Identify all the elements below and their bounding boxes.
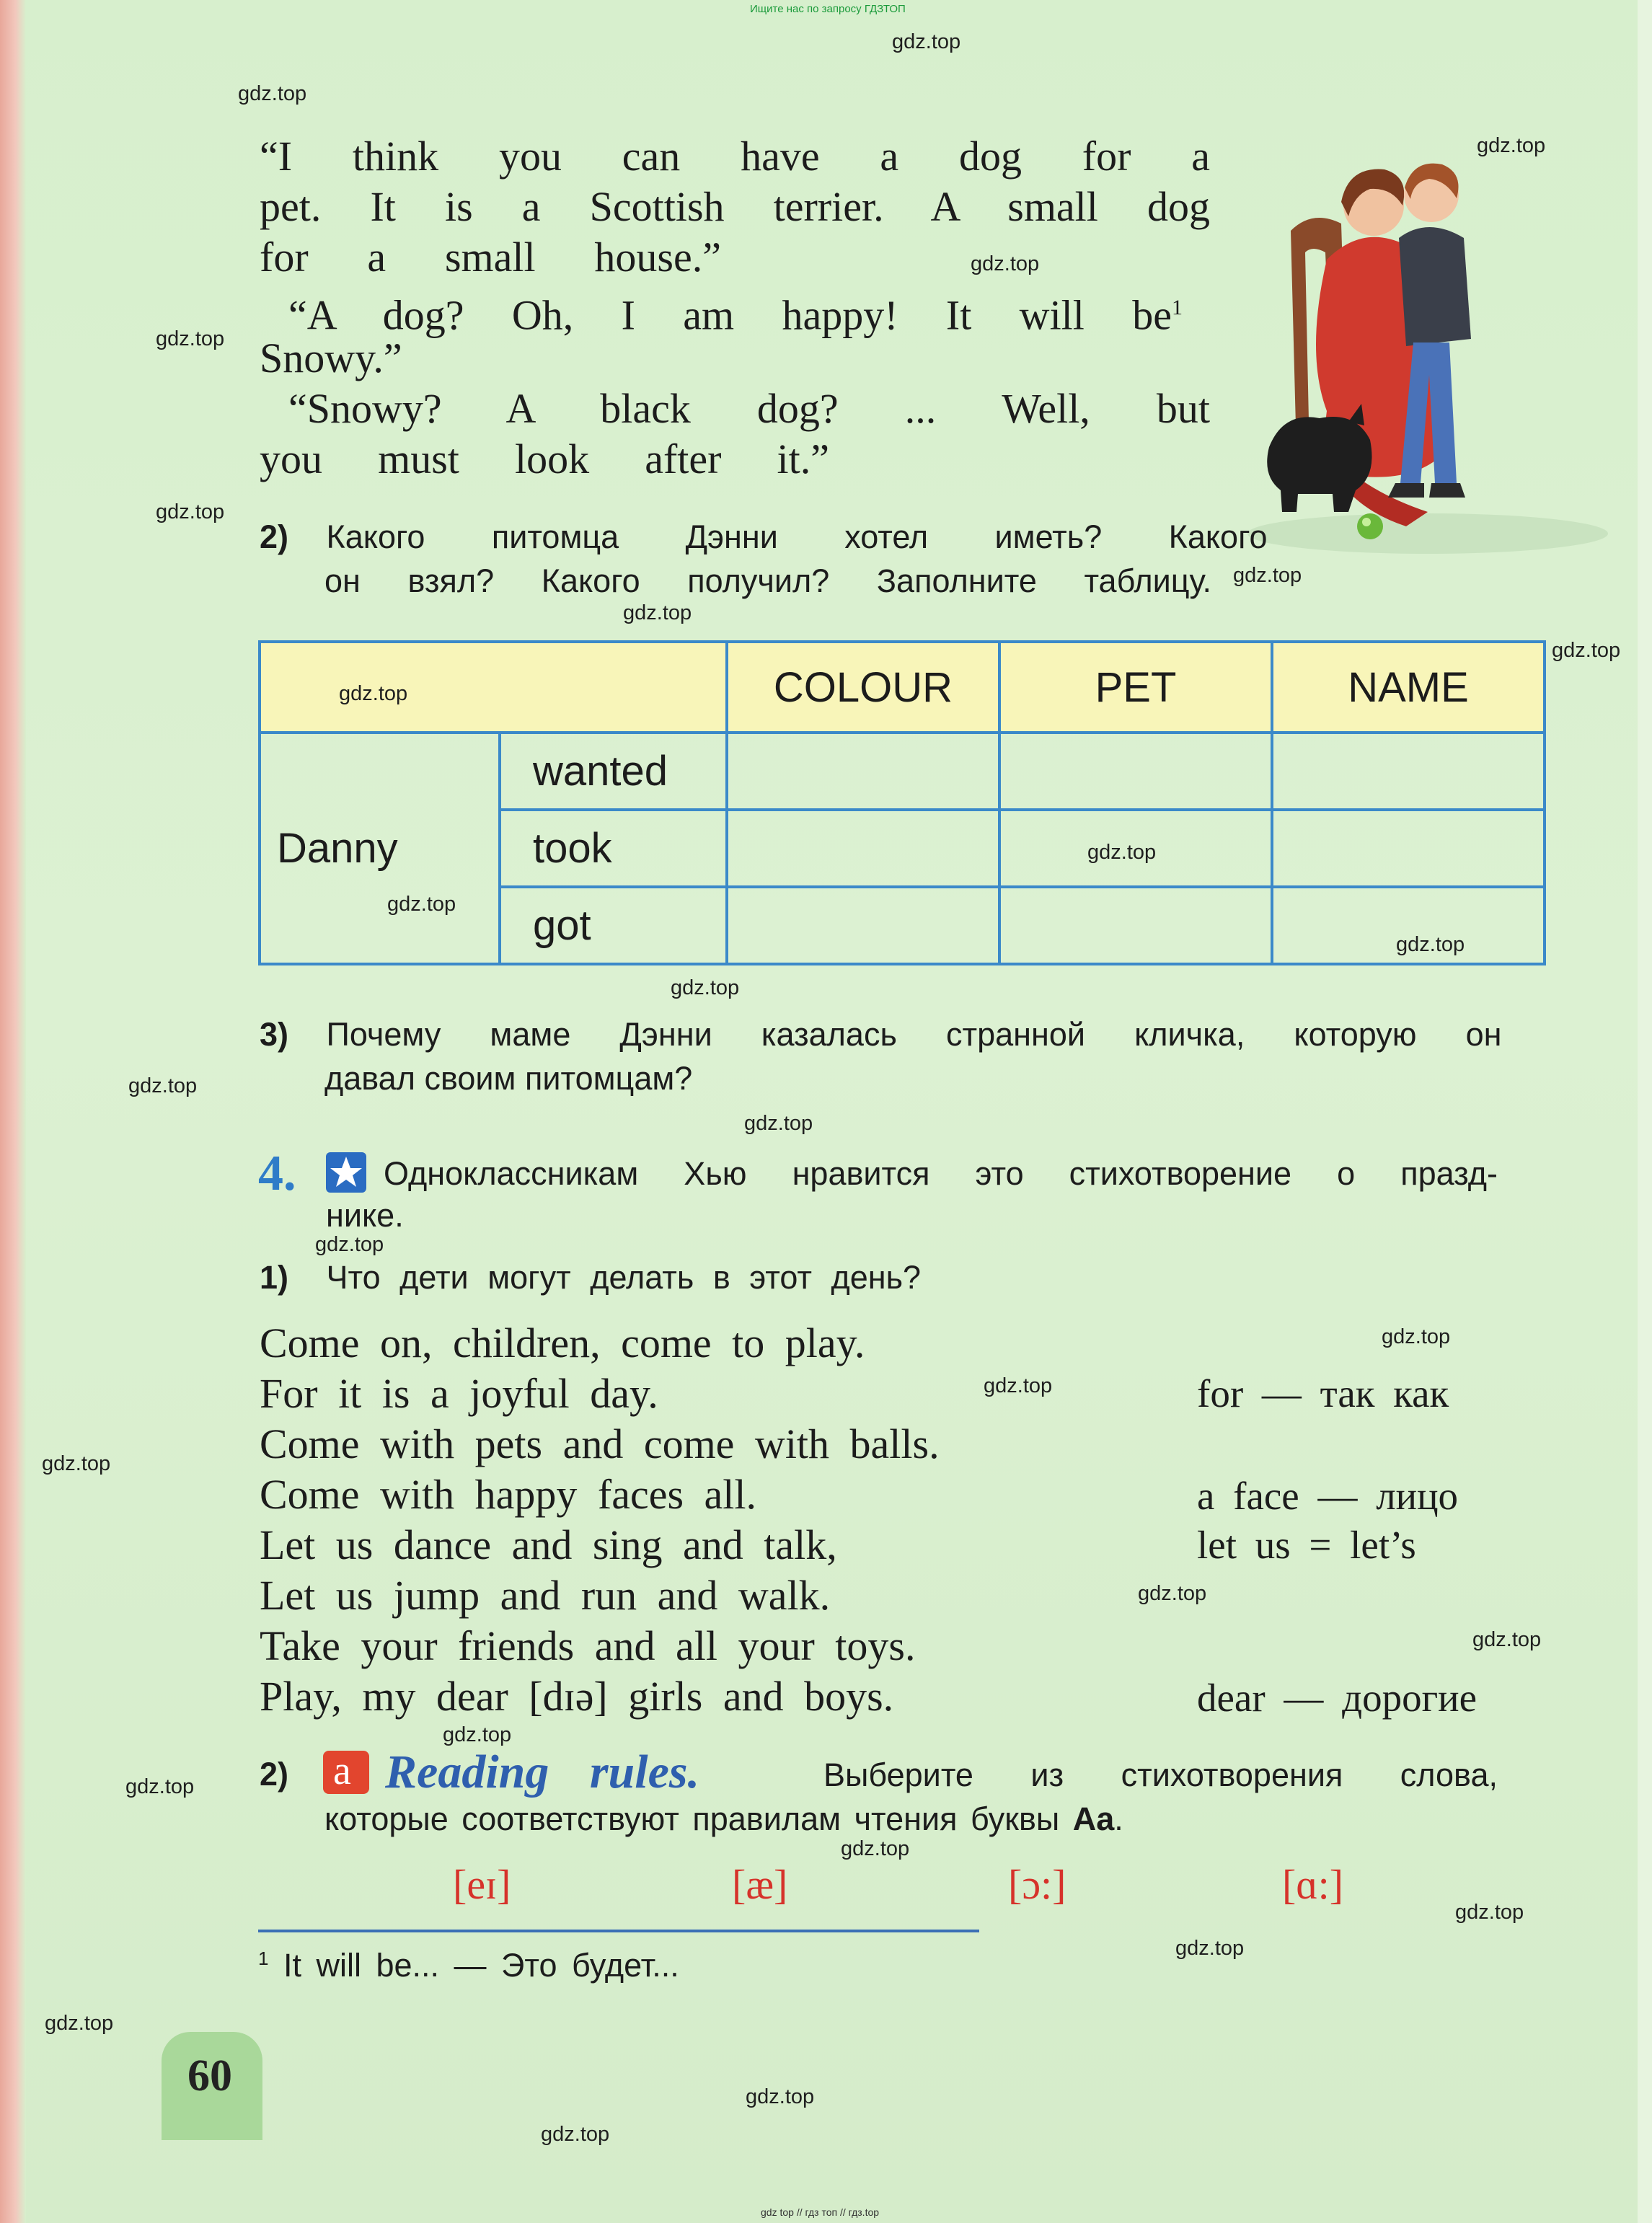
q1-text: Что дети могут делать в этот день? <box>326 1259 922 1296</box>
row-got: got <box>500 887 727 964</box>
page-number: 60 <box>187 2051 232 2100</box>
watermark: gdz.top <box>315 1233 384 1256</box>
pet-table-corner-cell <box>260 642 727 733</box>
poem-line-6: Let us jump and run and walk. <box>260 1572 831 1619</box>
task2-text-2: он взял? Какого получил? Заполните таблицу. <box>324 562 1211 599</box>
footnote-mark: 1 <box>258 1948 269 1969</box>
watermark: gdz.top <box>238 82 307 105</box>
reading-rules-icon <box>323 1751 369 1794</box>
story-line-4 <box>288 283 1183 339</box>
watermark: gdz.top <box>339 682 408 705</box>
cell-wanted-pet[interactable] <box>999 733 1272 810</box>
watermark: gdz.top <box>623 601 692 624</box>
watermark: gdz.top <box>984 1374 1053 1397</box>
watermark: gdz.top <box>1087 841 1157 864</box>
task2b-letter: Aa <box>1072 1800 1115 1837</box>
gloss-face: a face — лицо <box>1197 1474 1459 1518</box>
gloss-for: for — так как <box>1197 1371 1449 1415</box>
header-note: Ищите нас по запросу ГДЗТОП <box>750 3 906 15</box>
reading-rules-title: Reading rules. <box>385 1746 700 1798</box>
exercise4-number: 4. <box>258 1146 296 1201</box>
page-number-tab <box>162 2032 262 2140</box>
watermark: gdz.top <box>746 2085 815 2108</box>
pet-table <box>258 640 1546 965</box>
watermark: gdz.top <box>156 327 225 350</box>
exercise4-text-1: Одноклассникам Хью нравится это стихотворение о празд- <box>384 1155 1498 1192</box>
phonetic-ei: [eɪ] <box>453 1861 511 1908</box>
poem-line-3: Come with pets and come with balls. <box>260 1420 940 1467</box>
exercise4-q1 <box>260 1256 921 1299</box>
watermark: gdz.top <box>1396 933 1465 956</box>
cell-took-name[interactable] <box>1272 810 1545 887</box>
phonetic-o: [ɔ:] <box>1008 1861 1066 1908</box>
story-line-1: “I think you can have a dog for a <box>260 133 1210 180</box>
watermark: gdz.top <box>387 893 456 916</box>
q1-number: 1) <box>260 1259 289 1296</box>
watermark: gdz.top <box>1382 1325 1451 1348</box>
gloss-dear: dear — дорогие <box>1197 1676 1477 1720</box>
page-edge-right <box>1638 0 1652 2223</box>
reading-rules-icon-letter: a <box>333 1749 351 1793</box>
footnote-divider <box>258 1930 979 1932</box>
cell-got-colour[interactable] <box>727 887 999 964</box>
watermark: gdz.top <box>671 976 740 999</box>
poem-line-2: For it is a joyful day. <box>260 1370 658 1417</box>
story-line-7: you must look after it.” <box>260 436 829 482</box>
row-label-danny: Danny <box>260 733 500 964</box>
watermark: gdz.top <box>892 30 961 53</box>
cell-got-pet[interactable] <box>999 887 1272 964</box>
illustration-mother-boy-dog <box>1240 137 1615 555</box>
cell-wanted-name[interactable] <box>1272 733 1545 810</box>
row-wanted: wanted <box>500 733 727 810</box>
pet-table-header-row <box>260 642 1545 733</box>
task3-text-2: давал своим питомцам? <box>324 1060 693 1097</box>
watermark: gdz.top <box>125 1775 195 1798</box>
story-line-6: “Snowy? A black dog? ... Well, but <box>288 385 1210 432</box>
poem-line-8: Play, my dear [dɪə] girls and boys. <box>260 1673 894 1720</box>
poem-line-7: Take your friends and all your toys. <box>260 1622 916 1669</box>
footer-note: gdz top // гдз топ // гдз.top <box>761 2206 880 2218</box>
watermark: gdz.top <box>1552 639 1621 662</box>
watermark: gdz.top <box>42 1452 111 1475</box>
poem-line-5: Let us dance and sing and talk, <box>260 1521 837 1568</box>
watermark: gdz.top <box>1477 134 1546 157</box>
header-pet: PET <box>999 642 1272 733</box>
exercise4-text-2: нике. <box>326 1197 404 1234</box>
story-line-5: Snowy.” <box>260 335 402 381</box>
task2-number: 2) <box>260 518 289 555</box>
watermark: gdz.top <box>841 1837 910 1860</box>
footnote-text: It will be... — Это будет... <box>283 1947 679 1984</box>
story-footnote-mark: 1 <box>1172 296 1183 319</box>
page-edge-left <box>0 0 26 2223</box>
row-took: took <box>500 810 727 887</box>
watermark: gdz.top <box>1472 1628 1542 1651</box>
poem-line-4: Come with happy faces all. <box>260 1471 756 1518</box>
task2-line1 <box>260 516 1268 559</box>
gloss-let-us: let us = let’s <box>1197 1523 1416 1567</box>
watermark: gdz.top <box>45 2012 114 2035</box>
header-colour: COLOUR <box>727 642 999 733</box>
task3-text-1: Почему маме Дэнни казалась странной кличка, которую он <box>326 1016 1502 1053</box>
star-icon <box>326 1152 366 1193</box>
story-line-4-text: “A dog? Oh, I am happy! It will be <box>288 291 1172 339</box>
watermark: gdz.top <box>744 1112 813 1135</box>
task2b-text-2-prefix: которые соответствуют правилам чтения буквы <box>324 1800 1060 1837</box>
task2b-text-1: Выберите из стихотворения слова, <box>823 1756 1498 1793</box>
watermark: gdz.top <box>541 2123 610 2146</box>
task3-number: 3) <box>260 1016 289 1053</box>
watermark: gdz.top <box>156 500 225 523</box>
cell-wanted-colour[interactable] <box>727 733 999 810</box>
task2b-text-2-suffix: . <box>1114 1800 1123 1837</box>
watermark: gdz.top <box>1138 1582 1207 1605</box>
poem-line-1: Come on, children, come to play. <box>260 1320 865 1366</box>
task2-text-1: Какого питомца Дэнни хотел иметь? Какого <box>326 518 1268 555</box>
watermark: gdz.top <box>971 252 1040 275</box>
footnote <box>258 1947 679 1984</box>
phonetic-a: [ɑ:] <box>1282 1861 1344 1908</box>
story-line-2: pet. It is a Scottish terrier. A small dog <box>260 183 1210 230</box>
table-row <box>260 733 1545 810</box>
task3-line1 <box>260 1013 1502 1056</box>
watermark: gdz.top <box>1175 1937 1245 1960</box>
cell-took-colour[interactable] <box>727 810 999 887</box>
watermark: gdz.top <box>1233 564 1302 587</box>
phonetic-ae: [æ] <box>732 1861 788 1908</box>
watermark: gdz.top <box>443 1723 512 1746</box>
task2b-text-2 <box>324 1798 1123 1841</box>
watermark: gdz.top <box>128 1074 198 1097</box>
header-name: NAME <box>1272 642 1545 733</box>
watermark: gdz.top <box>1455 1901 1524 1924</box>
task2b-number: 2) <box>260 1756 289 1793</box>
story-line-3: for a small house.” <box>260 234 721 280</box>
